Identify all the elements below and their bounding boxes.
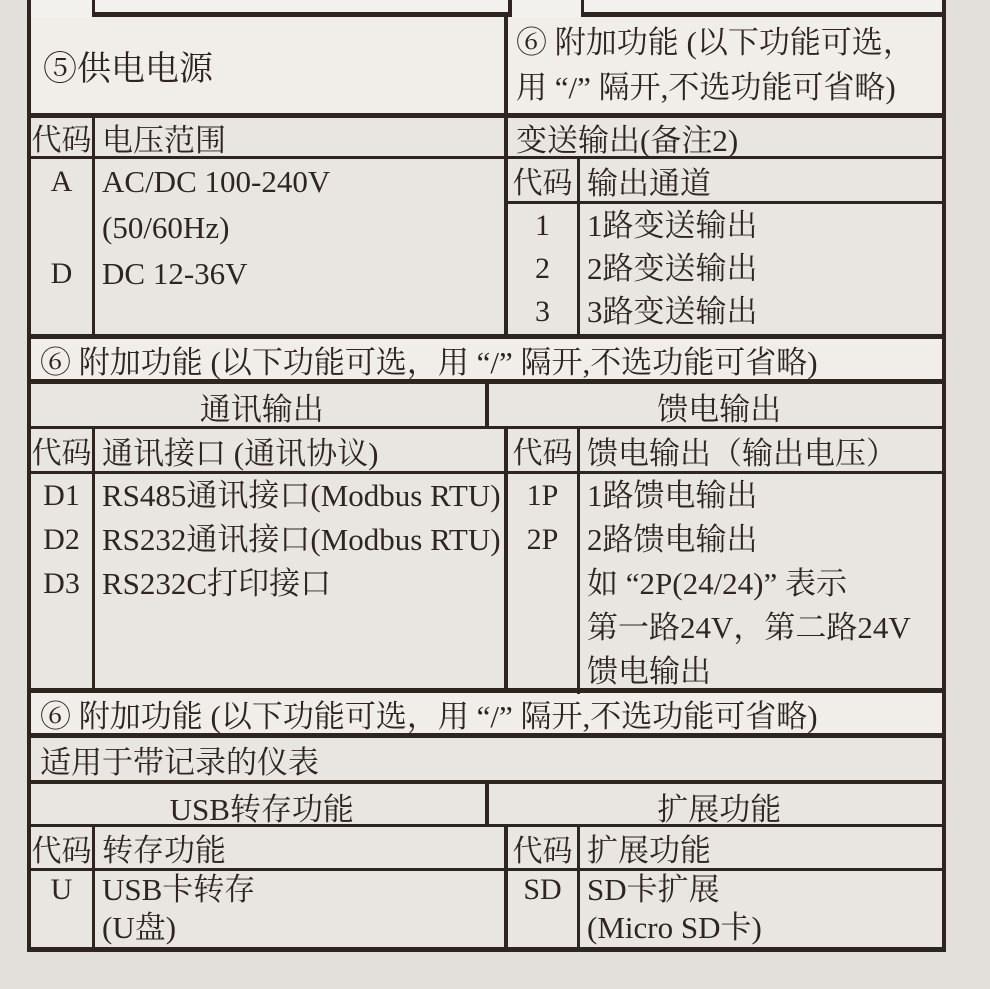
transmit-table	[508, 118, 942, 334]
transmit-code-column	[508, 204, 580, 334]
addon-band-mid	[31, 339, 942, 384]
table-row: RS232C打印接口	[102, 566, 332, 601]
comm-label-column	[95, 474, 504, 688]
table-row: (Micro SD卡)	[587, 910, 762, 945]
power-table	[31, 118, 508, 334]
power-label-column	[95, 159, 504, 334]
expand-label-column	[580, 871, 942, 947]
code-value	[508, 606, 577, 650]
code-value: 2	[535, 252, 550, 285]
expand-code-column	[508, 871, 580, 947]
table-row: RS485通讯接口(Modbus RTU)	[102, 478, 501, 513]
addon-note-cell	[508, 17, 942, 113]
separator-gap	[512, 12, 581, 17]
comm-body	[31, 474, 504, 688]
table-row: 2路馈电输出	[587, 522, 758, 557]
code-value: 3	[535, 295, 550, 328]
table-row: RS232通讯接口(Modbus RTU)	[102, 522, 501, 557]
ordering-spec-table	[27, 0, 946, 952]
transmit-body	[508, 204, 942, 334]
transmit-title: 变送输出(备注2)	[508, 118, 942, 159]
usb-header-label: 转存功能	[102, 833, 226, 868]
power-body	[31, 159, 504, 334]
comm-header-code: 代码	[31, 429, 95, 471]
cutoff-row-top	[31, 0, 942, 12]
code-value: D2	[43, 523, 80, 556]
section-usb-expand-headers	[31, 827, 942, 871]
section-usb-expand-titles	[31, 784, 942, 827]
table-row: DC 12-36V	[102, 256, 248, 291]
section-comm-feed	[31, 429, 942, 693]
feed-code-column	[508, 474, 580, 694]
table-row: SD卡扩展	[587, 872, 720, 907]
code-value: D	[50, 257, 73, 290]
feed-label-column	[580, 474, 942, 694]
addon-band-text: ⑥ 附加功能 (以下功能可选，用 “/” 隔开,不选功能可省略)	[40, 344, 818, 380]
expand-table	[508, 871, 942, 947]
expand-header-code: 代码	[508, 827, 580, 868]
power-title-cell	[31, 17, 508, 113]
comm-table	[31, 429, 508, 688]
feed-header-code: 代码	[508, 429, 580, 471]
record-note-row	[31, 738, 942, 784]
addon-band-text: ⑥ 附加功能 (以下功能可选，用 “/” 隔开,不选功能可省略)	[40, 698, 818, 734]
section-usb-expand-body	[31, 871, 942, 947]
divider	[508, 0, 512, 12]
transmit-header-row	[508, 159, 942, 204]
table-row: 1路变送输出	[587, 208, 758, 243]
usb-code-column	[31, 871, 95, 947]
transmit-label-column	[580, 204, 942, 334]
addon-band-lower	[31, 693, 942, 738]
table-row: 第一路24V，第二路24V	[587, 610, 911, 645]
code-value: 1P	[526, 479, 559, 512]
code-value: 2P	[526, 523, 559, 556]
power-header-label: 电压范围	[102, 122, 226, 158]
code-value	[508, 562, 577, 606]
code-value	[508, 650, 577, 694]
comm-code-column	[31, 474, 95, 688]
expand-body	[508, 871, 942, 947]
section-power-title	[31, 17, 942, 118]
separator-gap	[31, 12, 92, 17]
divider	[92, 0, 95, 12]
feed-table	[508, 429, 942, 688]
usb-header-code: 代码	[31, 827, 95, 868]
feed-title: 馈电输出	[657, 392, 782, 427]
section-comm-feed-titles	[31, 384, 942, 429]
transmit-header-label: 输出通道	[587, 165, 711, 201]
code-value	[31, 909, 92, 947]
table-row: USB卡转存	[102, 872, 256, 907]
table-row: 如 “2P(24/24)” 表示	[587, 566, 848, 601]
record-note-text: 适用于带记录的仪表	[40, 744, 319, 780]
power-section-title: ⑤供电电源	[43, 50, 213, 88]
section-power-transmit	[31, 118, 942, 339]
comm-header-row	[31, 429, 504, 474]
code-value	[508, 909, 577, 947]
expand-header-row	[508, 827, 942, 868]
usb-body	[31, 871, 504, 947]
usb-table	[31, 871, 508, 947]
comm-title: 通讯输出	[31, 384, 489, 426]
code-value: D3	[43, 567, 80, 600]
divider	[581, 0, 584, 12]
power-code-column	[31, 159, 95, 334]
table-row: 馈电输出	[587, 654, 711, 689]
code-value: U	[50, 873, 73, 906]
addon-note-line1: ⑥ 附加功能 (以下功能可选，	[516, 25, 914, 60]
feed-header-label: 馈电输出（输出电压）	[587, 435, 897, 471]
usb-label-column	[95, 871, 504, 947]
code-value: 1	[535, 209, 550, 242]
power-header-row	[31, 118, 504, 159]
feed-header-row	[508, 429, 942, 474]
power-header-code: 代码	[31, 118, 95, 156]
feed-body	[508, 474, 942, 694]
table-row: 2路变送输出	[587, 251, 758, 286]
expand-title: 扩展功能	[657, 792, 782, 827]
thick-separator	[31, 12, 942, 17]
transmit-header-code: 代码	[508, 159, 580, 201]
addon-note-line2: 用 “/” 隔开,不选功能可省略)	[516, 70, 896, 105]
code-value: A	[50, 165, 73, 198]
table-row: 1路馈电输出	[587, 478, 758, 513]
table-row: AC/DC 100-240V	[102, 164, 331, 199]
expand-header-label: 扩展功能	[587, 833, 711, 868]
usb-title: USB转存功能	[31, 784, 489, 824]
table-row: 3路变送输出	[587, 294, 758, 329]
comm-header-label: 通讯接口 (通讯协议)	[102, 435, 379, 471]
table-row: (50/60Hz)	[102, 210, 230, 245]
code-value: SD	[523, 873, 562, 906]
table-row: (U盘)	[102, 910, 177, 945]
code-value: D1	[43, 479, 80, 512]
usb-header-row	[31, 827, 508, 868]
code-value	[31, 205, 92, 251]
